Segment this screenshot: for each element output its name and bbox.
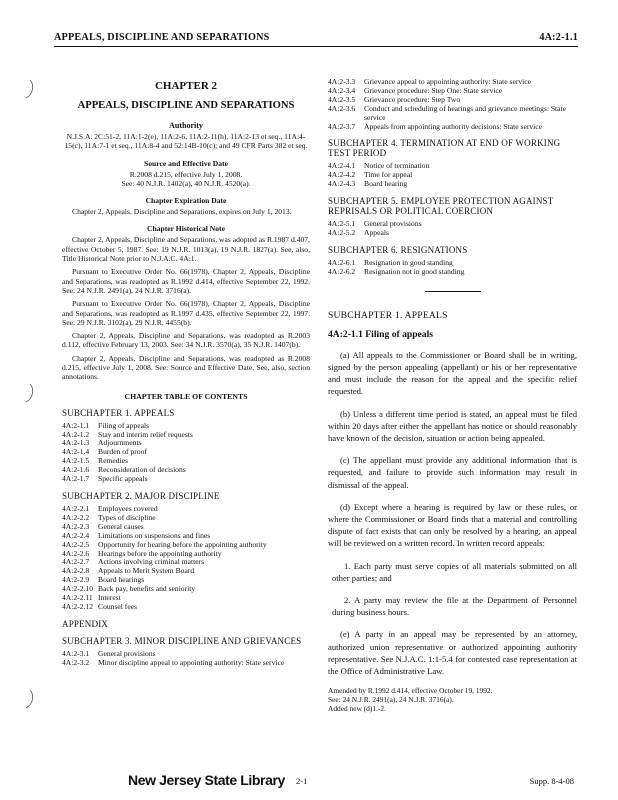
- toc-appendix: APPENDIX: [62, 618, 109, 629]
- toc-entry-title: General causes: [98, 521, 144, 531]
- toc-entry-title: Actions involving criminal matters: [98, 557, 205, 567]
- history-heading: Chapter Historical Note: [147, 224, 225, 234]
- expiration-text: Chapter 2, Appeals, Discipline and Separations, expires on July 1, 2013.: [72, 207, 292, 217]
- toc-entry: [328, 105, 577, 123]
- toc-entry-title: Limitations on suspensions and fines: [98, 530, 211, 540]
- toc-entry-title: Board hearing: [364, 179, 408, 189]
- toc-entry: [328, 229, 577, 238]
- section-heading: 4A:2-1.1 Filing of appeals: [328, 328, 434, 340]
- toc-entry: [328, 268, 577, 277]
- toc-subchapter-1: SUBCHAPTER 1. APPEALS: [62, 407, 175, 418]
- toc-heading: CHAPTER TABLE OF CONTENTS: [124, 391, 248, 401]
- toc-list: [328, 78, 577, 131]
- toc-entry-title: Time for appeal: [364, 170, 413, 180]
- toc-entry-number: 4A:2-3.2: [62, 657, 90, 667]
- history-note: Chapter 2, Appeals, Discipline and Separations, was readopted as R.2003 d.112, effective February 13, 2003. See: 34 N.J.R. 3570(a), 35 N.J.R. 1407(b).: [62, 331, 310, 350]
- toc-list: [328, 162, 577, 189]
- toc-entry-title: Remedies: [98, 456, 128, 466]
- toc-entry-number: 4A:2-2.7: [62, 557, 90, 567]
- toc-entry-number: 4A:2-1.7: [62, 474, 90, 484]
- toc-entry-title: Board hearings: [98, 575, 145, 585]
- toc-entry-number: 4A:2-6.1: [328, 257, 356, 267]
- toc-entry-number: 4A:2-1.1: [62, 420, 90, 430]
- paragraph-e: (e) A party in an appeal may be represented by an attorney, authorized union representative or authorized appointing authority representative. See N.J.A.C. 1:1-5.4 for contested case representation at the Office of Administrative Law.: [328, 629, 577, 677]
- authority-heading: Authority: [169, 121, 203, 130]
- toc-entry-title: Specific appeals: [98, 474, 148, 484]
- toc-entry-title: Resignation in good standing: [364, 257, 453, 267]
- header-title: APPEALS, DISCIPLINE AND SEPARATIONS: [54, 32, 270, 43]
- toc-entry-title: Conduct and scheduling of hearings and grievance meetings: State service: [364, 103, 567, 122]
- expiration-heading: Chapter Expiration Date: [145, 196, 227, 206]
- toc-subchapter-5: SUBCHAPTER 5. EMPLOYEE PROTECTION AGAINST REPRISALS OR POLITICAL COERCION: [328, 196, 554, 217]
- toc-entry-title: Appeals from appointing authority decisions: State service: [364, 121, 542, 131]
- supplement-date: Supp. 8-4-08: [529, 776, 574, 786]
- toc-entry-number: 4A:2-3.1: [62, 648, 90, 658]
- toc-entry-number: 4A:2-2.8: [62, 566, 90, 576]
- toc-entry-title: Stay and interim relief requests: [98, 429, 193, 439]
- toc-entry-number: 4A:2-4.2: [328, 170, 356, 180]
- chapter-number: CHAPTER 2: [154, 80, 218, 92]
- left-column: [62, 78, 310, 668]
- toc-entry: [62, 659, 310, 668]
- toc-list: [62, 505, 310, 612]
- toc-entry-number: 4A:2-5.1: [328, 219, 356, 229]
- toc-entry-title: General provisions: [98, 648, 156, 658]
- paragraph-d2: 2. A party may review the file at the Department of Personnel during business hours.: [332, 595, 577, 618]
- toc-entry: [62, 603, 310, 612]
- toc-entry-number: 4A:2-3.4: [328, 85, 356, 95]
- toc-entry: [328, 180, 577, 189]
- toc-entry: [328, 123, 577, 132]
- toc-entry-number: 4A:2-5.2: [328, 228, 356, 238]
- chapter-title: APPEALS, DISCIPLINE AND SEPARATIONS: [77, 100, 295, 111]
- paragraph-a: (a) All appeals to the Commissioner or Board shall be in writing, signed by the person appealing (appellant) or his or her representative and must include the reason for the appeal and the specific relief requested.: [328, 349, 577, 397]
- toc-entry-title: Employees covered: [98, 503, 158, 513]
- paragraph-d: (d) Except where a hearing is required by law or these rules, or where the Commissioner or Board finds that a material and controlling dispute of fact exists that can only be resolved by a hearing, an appeal will be reviewed on a written record. In written record appeals:: [328, 501, 577, 549]
- toc-entry-title: Filing of appeals: [98, 420, 150, 430]
- page-number: 2-1: [296, 776, 308, 786]
- toc-entry-title: Grievance procedure: Step Two: [364, 94, 461, 104]
- toc-entry-number: 4A:2-2.4: [62, 530, 90, 540]
- toc-entry-number: 4A:2-2.9: [62, 575, 90, 585]
- toc-list: [328, 259, 577, 277]
- toc-entry-title: Reconsideration of decisions: [98, 465, 186, 475]
- toc-entry-title: Burden of proof: [98, 447, 147, 457]
- toc-entry-number: 4A:2-2.11: [62, 593, 93, 603]
- toc-entry-title: General provisions: [364, 219, 422, 229]
- toc-list: [328, 220, 577, 238]
- toc-entry-title: Appeals: [364, 228, 389, 238]
- toc-subchapter-2: SUBCHAPTER 2. MAJOR DISCIPLINE: [62, 490, 220, 501]
- toc-subchapter-6: SUBCHAPTER 6. RESIGNATIONS: [328, 244, 468, 255]
- toc-list: [62, 422, 310, 484]
- toc-entry-title: Interest: [98, 593, 121, 603]
- binding-mark-icon: [22, 688, 36, 710]
- toc-entry-number: 4A:2-1.6: [62, 465, 90, 475]
- toc-entry-number: 4A:2-6.2: [328, 266, 356, 276]
- toc-entry-number: 4A:2-4.1: [328, 161, 356, 171]
- paragraph-c: (c) The appellant must provide any additional information that is requested, and failure to provide such information may result in dismissal of the appeal.: [328, 455, 577, 490]
- history-note: Pursuant to Executive Order No. 66(1978), Chapter 2, Appeals, Discipline and Separations, was readopted as R.1992 d.414, effective September 22, 1992. See: 24 N.J.R. 2491(a), 24 N.J.R. 3716(a).: [62, 267, 310, 295]
- body-subchapter-heading: SUBCHAPTER 1. APPEALS: [328, 309, 448, 321]
- toc-entry-number: 4A:2-3.5: [328, 94, 356, 104]
- toc-entry-title: Back pay, benefits and seniority: [98, 584, 196, 594]
- toc-entry-number: 4A:2-4.3: [328, 179, 356, 189]
- toc-entry-number: 4A:2-1.4: [62, 447, 90, 457]
- toc-entry: [62, 475, 310, 484]
- toc-entry-title: Opportunity for hearing before the appointing authority: [98, 539, 267, 549]
- toc-entry-number: 4A:2-2.12: [62, 601, 94, 611]
- toc-entry-number: 4A:2-2.6: [62, 548, 90, 558]
- history-note: Pursuant to Executive Order No. 66(1978), Chapter 2, Appeals, Discipline and Separations, was readopted as R.1997 d.435, effective September 22, 1997. See: 29 N.J.R. 3102(a), 29 N.J.R. 4455(b).: [62, 299, 310, 327]
- history-note: Chapter 2, Appeals, Discipline and Separations, was adopted as R.1987 d.407, effective October 5, 1987. See: 19 N.J.R. 1013(a), 19 N.J.R. 1827(a). See, also, Title Historical Note prior to N.J.A.C. 4A:1.: [62, 235, 310, 264]
- amendment-note: Amended by R.1992 d.414, effective October 19, 1992. See: 24 N.J.R. 2491(a), 24 N.J.R. 3716(a). Added new (d)1.-2.: [328, 686, 493, 713]
- toc-entry-title: Minor discipline appeal to appointing authority: State service: [98, 657, 285, 667]
- toc-entry-title: Grievance procedure: Step One: State service: [364, 85, 503, 95]
- toc-entry-number: 4A:2-2.5: [62, 539, 90, 549]
- toc-entry-title: Notice of termination: [364, 161, 430, 171]
- source-heading: Source and Effective Date: [143, 158, 228, 168]
- toc-entry-number: 4A:2-2.10: [62, 584, 94, 594]
- authority-text: N.J.S.A. 2C:51-2, 11A:1-2(e), 11A:2-6, 11A:2-11(h), 11A:2-13 et seq., 11A:4-15(c), 11A:7-1 et seq., 11A:8-4 and 52:14B-10(c); and 49 CFR Parts 382 et seq.: [64, 132, 308, 151]
- toc-entry-title: Types of discipline: [98, 512, 156, 522]
- toc-entry-number: 4A:2-1.3: [62, 438, 90, 448]
- toc-entry-title: Counsel fees: [98, 601, 138, 611]
- history-note: Chapter 2, Appeals, Discipline and Separations, was readopted as R.2008 d.215, effective July 1, 2008. See: Source and Effective Date. See, also, section annotations.: [62, 353, 310, 382]
- toc-subchapter-4: SUBCHAPTER 4. TERMINATION AT END OF WORKING TEST PERIOD: [328, 138, 561, 159]
- toc-entry-number: 4A:2-3.6: [328, 103, 356, 113]
- toc-entry-number: 4A:2-2.2: [62, 512, 90, 522]
- toc-entry-number: 4A:2-2.3: [62, 521, 90, 531]
- toc-entry-number: 4A:2-3.7: [328, 121, 356, 131]
- binding-mark-icon: [22, 382, 36, 404]
- header-section: 4A:2-1.1: [539, 32, 578, 43]
- toc-entry-number: 4A:2-1.2: [62, 429, 90, 439]
- source-text: R.2008 d.215, effective July 1, 2008. See: 40 N.J.R. 1402(a), 40 N.J.R. 4520(a).: [121, 169, 251, 188]
- toc-entry-title: Resignation not in good standing: [364, 266, 465, 276]
- history-notes: [62, 235, 310, 381]
- toc-entry-title: Appeals to Merit System Board: [98, 566, 195, 576]
- binding-mark-icon: [22, 78, 36, 100]
- divider: [425, 291, 481, 292]
- library-watermark: New Jersey State Library: [128, 772, 285, 788]
- toc-entry-title: Adjournments: [98, 438, 142, 448]
- toc-entry-number: 4A:2-1.5: [62, 456, 90, 466]
- toc-entry-number: 4A:2-3.3: [328, 77, 356, 86]
- toc-entry-title: Hearings before the appointing authority: [98, 548, 222, 558]
- toc-list: [62, 650, 310, 668]
- right-column: [328, 78, 577, 714]
- running-header: [54, 30, 578, 47]
- toc-entry-title: Grievance appeal to appointing authority: State service: [364, 77, 532, 86]
- toc-subchapter-3: SUBCHAPTER 3. MINOR DISCIPLINE AND GRIEVANCES: [62, 635, 302, 646]
- toc-entry-number: 4A:2-2.1: [62, 503, 90, 513]
- paragraph-b: (b) Unless a different time period is stated, an appeal must be filed within 20 days after either the appellant has notice or should reasonably have known of the decision, situation or action being appealed.: [328, 408, 577, 443]
- paragraph-d1: 1. Each party must serve copies of all materials submitted on all other parties; and: [332, 560, 577, 583]
